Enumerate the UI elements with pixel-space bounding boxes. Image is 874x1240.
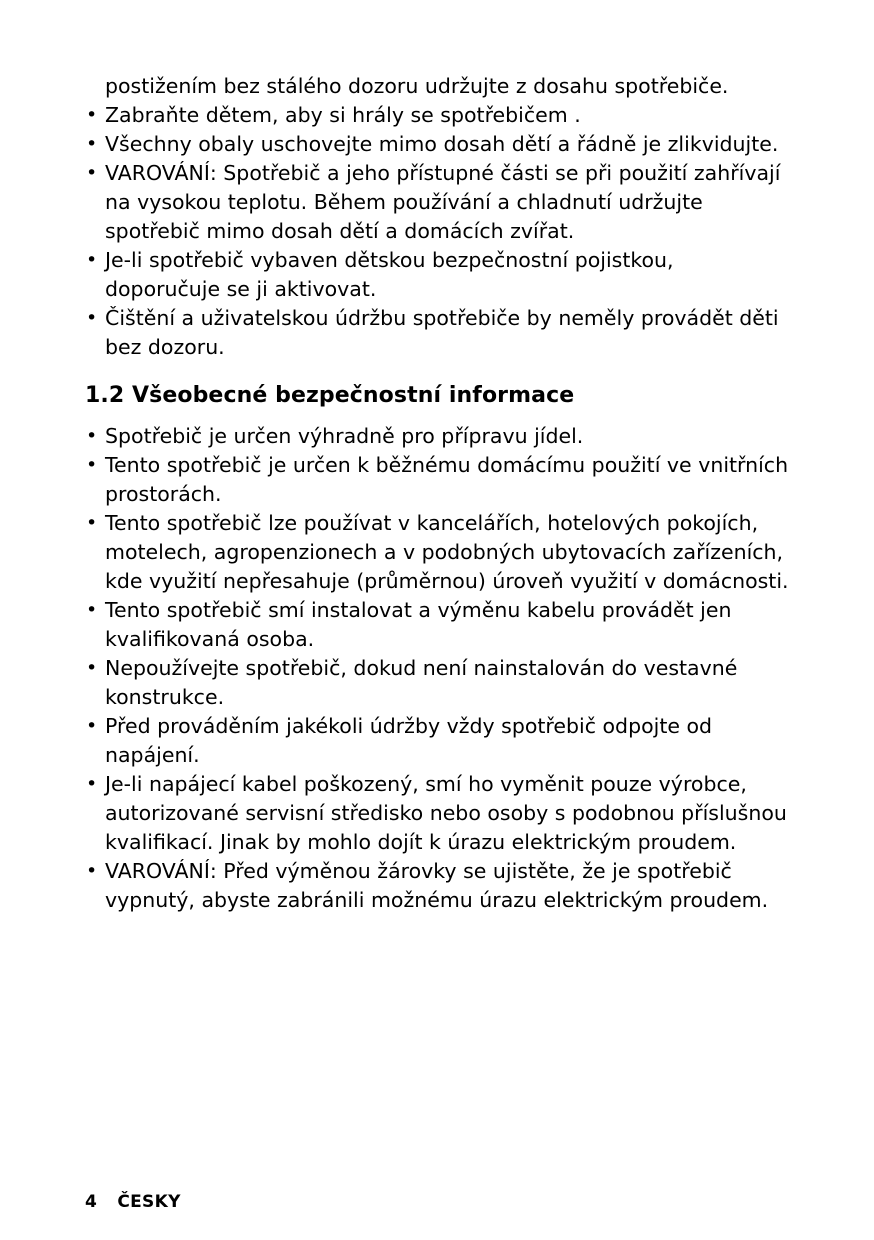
list-item-text: Spotřebič je určen výhradně pro přípravu jídel. bbox=[105, 424, 584, 448]
footer-language: ČESKY bbox=[117, 1192, 181, 1212]
list-item bbox=[85, 304, 794, 362]
list-item-text: VAROVÁNÍ: Spotřebič a jeho přístupné části se při použití zahřívají na vysokou teplotu. Během používání a chladnutí udržujte spotřebič mimo dosah dětí a domácích zvířat. bbox=[105, 161, 781, 243]
bullet-icon: • bbox=[86, 599, 98, 621]
list-item-text: Všechny obaly uschovejte mimo dosah dětí a řádně je zlikvidujte. bbox=[105, 132, 779, 156]
bullet-icon: • bbox=[86, 657, 98, 679]
list-item bbox=[85, 596, 794, 654]
bullet-icon: • bbox=[86, 133, 98, 155]
list-item-text: Tento spotřebič smí instalovat a výměnu kabelu provádět jen kvalifikovaná osoba. bbox=[105, 598, 732, 651]
list-item-text: Před prováděním jakékoli údržby vždy spotřebič odpojte od napájení. bbox=[105, 714, 713, 767]
bullet-icon: • bbox=[86, 715, 98, 737]
list-item-text: Zabraňte dětem, aby si hrály se spotřebičem . bbox=[105, 103, 581, 127]
list-item-text: Nepoužívejte spotřebič, dokud není nainstalován do vestavné konstrukce. bbox=[105, 656, 738, 709]
safety-list-general bbox=[85, 422, 794, 915]
page-number: 4 bbox=[85, 1192, 98, 1212]
bullet-icon: • bbox=[86, 104, 98, 126]
list-item bbox=[85, 101, 794, 130]
list-item bbox=[85, 422, 794, 451]
bullet-icon: • bbox=[86, 307, 98, 329]
page-footer bbox=[85, 1192, 181, 1212]
bullet-icon: • bbox=[86, 512, 98, 534]
page-title: 1.2 Všeobecné bezpečnostní informace bbox=[85, 383, 575, 408]
safety-list-children bbox=[85, 101, 794, 362]
list-item bbox=[85, 509, 794, 596]
list-item-text: Čištění a uživatelskou údržbu spotřebiče by neměly provádět děti bez dozoru. bbox=[105, 306, 779, 359]
bullet-icon: • bbox=[86, 773, 98, 795]
list-item-text: Je-li napájecí kabel poškozený, smí ho vyměnit pouze výrobce, autorizované servisní středisko nebo osoby s podobnou příslušnou kvalifikací. Jinak by mohlo dojít k úrazu elektrickým proudem. bbox=[105, 772, 787, 854]
list-item-text: Tento spotřebič lze používat v kancelářích, hotelových pokojích, motelech, agropenzionech a v podobných ubytovacích zařízeních, kde využití nepřesahuje (průměrnou) úroveň využití v domácnosti. bbox=[105, 511, 789, 593]
list-item bbox=[85, 857, 794, 915]
bullet-icon: • bbox=[86, 860, 98, 882]
bullet-icon: • bbox=[86, 425, 98, 447]
list-item bbox=[85, 770, 794, 857]
bullet-icon: • bbox=[86, 249, 98, 271]
list-item bbox=[85, 451, 794, 509]
list-item bbox=[85, 712, 794, 770]
list-item bbox=[85, 654, 794, 712]
list-item bbox=[85, 130, 794, 159]
list-item bbox=[85, 246, 794, 304]
list-item-text: VAROVÁNÍ: Před výměnou žárovky se ujistěte, že je spotřebič vypnutý, abyste zabránili možnému úrazu elektrickým proudem. bbox=[105, 859, 769, 912]
list-item-text: Je-li spotřebič vybaven dětskou bezpečnostní pojistkou, doporučuje se ji aktivovat. bbox=[105, 248, 674, 301]
bullet-icon: • bbox=[86, 454, 98, 476]
continuation-paragraph: postižením bez stálého dozoru udržujte z dosahu spotřebiče. bbox=[105, 74, 729, 98]
list-item-text: Tento spotřebič je určen k běžnému domácímu použití ve vnitřních prostorách. bbox=[105, 453, 789, 506]
bullet-icon: • bbox=[86, 162, 98, 184]
list-item bbox=[85, 159, 794, 246]
